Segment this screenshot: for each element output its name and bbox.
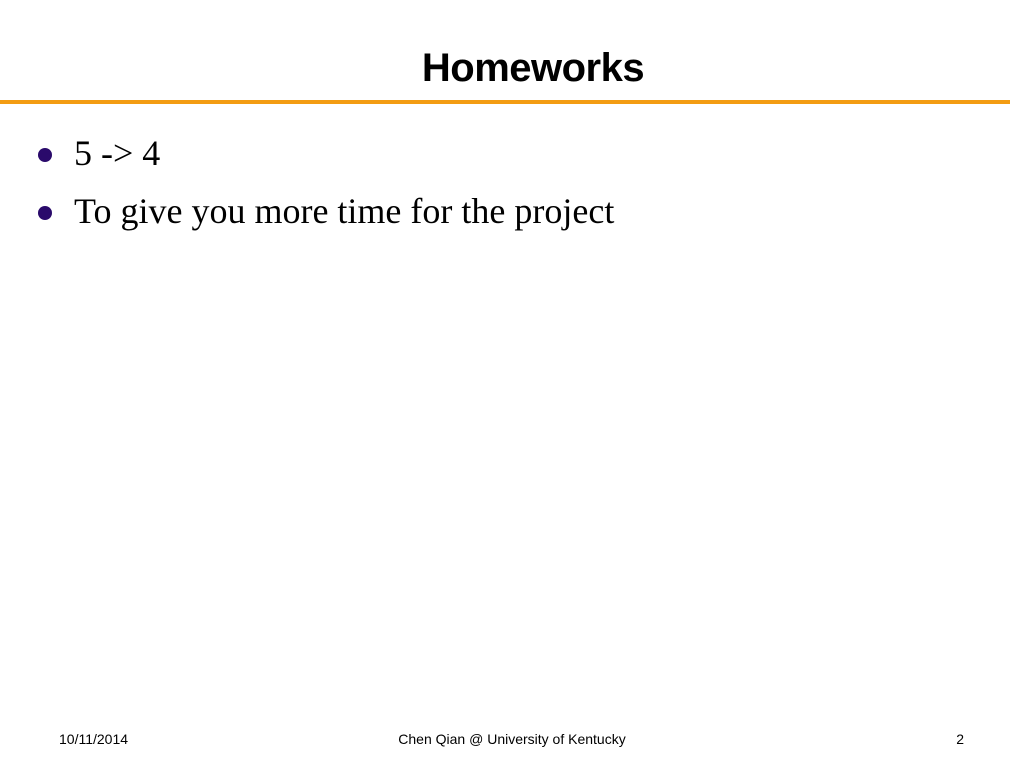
bullet-dot-icon (38, 206, 52, 220)
footer-date: 10/11/2014 (59, 731, 129, 747)
page-number: 2 (956, 731, 964, 747)
slide-title: Homeworks (421, 46, 645, 90)
footer-author: Chen Qian @ University of Kentucky (398, 731, 626, 747)
bullet-text: To give you more time for the project (74, 191, 615, 231)
bullet-dot-icon (38, 148, 52, 162)
bullet-text: 5 -> 4 (74, 133, 161, 173)
title-divider (0, 100, 1010, 104)
